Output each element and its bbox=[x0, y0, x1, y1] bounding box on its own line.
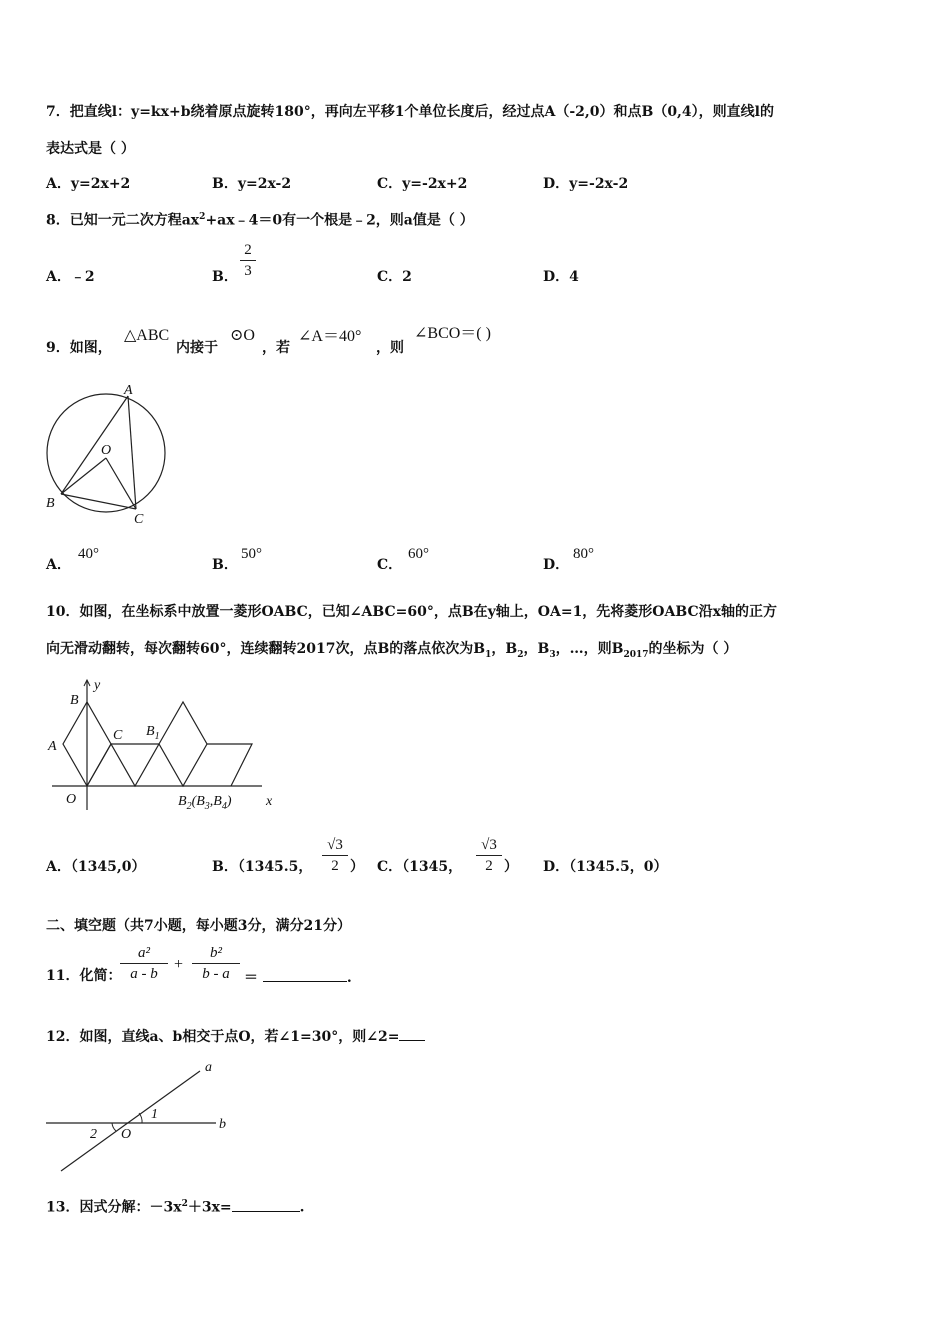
q10-option-d: D．（1345.5，0） bbox=[543, 859, 668, 875]
q12-label-b: b bbox=[219, 1117, 226, 1132]
q8-option-b-fraction: 2 3 bbox=[240, 241, 256, 280]
q9-option-a-label: A． bbox=[46, 557, 71, 573]
q11-plus: + bbox=[174, 956, 184, 973]
q10-label-b1: $B_1$ bbox=[146, 724, 160, 742]
q7-line2: 表达式是（ ） bbox=[46, 141, 135, 157]
q7-option-c: C．y=-2x+2 bbox=[377, 176, 468, 192]
q13-answer-blank[interactable] bbox=[232, 1197, 300, 1212]
q10-option-b-fraction: √3 2 bbox=[322, 836, 348, 875]
section-heading-fill-in: 二、填空题（共7小题，每小题3分，满分21分） bbox=[46, 918, 351, 934]
q8-stem: 8．已知一元二次方程$ax^2+ax﹣4=0$有一个根是﹣2，则a值是（ ） bbox=[46, 212, 474, 229]
q13-stem: 13．因式分解：$-3x^2+3x=$ . bbox=[46, 1195, 305, 1217]
q9-option-b-value: 50° bbox=[241, 546, 262, 562]
q9-prefix: 9．如图， bbox=[46, 340, 112, 356]
q10-label-o: O bbox=[66, 792, 77, 807]
q9-label-c: C bbox=[134, 512, 144, 527]
q7-option-a: A．y=2x+2 bbox=[46, 176, 131, 192]
q9-option-c-label: C． bbox=[377, 557, 403, 573]
q10-line1: 10．如图，在坐标系中放置一菱形OABC，已知∠ABC=60°，点B在y轴上，OA=1，先将菱形OABC沿x轴的正方 bbox=[46, 604, 777, 620]
q10-option-b-suffix: ） bbox=[350, 859, 364, 875]
q11-equals: ＝ . bbox=[244, 967, 352, 987]
q9-triangle: △ABC bbox=[124, 327, 170, 344]
q10-label-a: A bbox=[48, 739, 57, 754]
q9-option-a-value: 40° bbox=[78, 546, 99, 562]
q10-option-c-suffix: ） bbox=[504, 859, 518, 875]
q9-option-d-label: D． bbox=[543, 557, 570, 573]
q10-option-c-fraction: √3 2 bbox=[476, 836, 502, 875]
q9-option-d-value: 80° bbox=[573, 546, 594, 562]
q9-if: ，若 bbox=[262, 340, 290, 356]
q10-line2: 向无滑动翻转，每次翻转60°，连续翻转2017次，点B的落点依次为$B_1$，$B_2$，$B_3$，…，则$B_{2017}$的坐标为（ ） bbox=[46, 641, 738, 660]
q12-label-a: a bbox=[205, 1060, 212, 1075]
q9-question: ∠BCO＝( ) bbox=[414, 325, 491, 342]
q12-label-o: O bbox=[121, 1127, 132, 1142]
q11-fraction-2: b² b - a bbox=[192, 944, 240, 983]
q11-fraction-1: a² a - b bbox=[120, 944, 168, 983]
q8-option-a: A．﹣2 bbox=[46, 269, 95, 285]
q9-condition: ∠A＝40° bbox=[298, 328, 362, 345]
q12-stem: 12．如图，直线a、b相交于点O，若∠1=30°，则∠2= bbox=[46, 1026, 425, 1046]
q12-label-angle-1: 1 bbox=[151, 1107, 158, 1122]
q9-option-c-value: 60° bbox=[408, 546, 429, 562]
q9-label-b: B bbox=[46, 496, 55, 511]
q9-label-a: A bbox=[124, 383, 133, 398]
q10-label-b2-b3-b4: $B_2(B_3,B_4)$ bbox=[178, 794, 232, 812]
q8-option-c: C．2 bbox=[377, 269, 412, 285]
q11-prefix: 11．化简： bbox=[46, 968, 122, 984]
q12-label-angle-2: 2 bbox=[90, 1127, 97, 1142]
q8-option-d: D．4 bbox=[543, 269, 579, 285]
q10-label-x: x bbox=[266, 794, 273, 809]
q9-label-o: O bbox=[101, 443, 112, 458]
q10-option-b-prefix: B．（1345.5， bbox=[212, 859, 313, 875]
q7-line1: 7．把直线l：y=kx+b绕着原点旋转180°，再向左平移1个单位长度后，经过点A（-2,0）和点B（0,4），则直线l的 bbox=[46, 104, 774, 120]
q9-then: ，则 bbox=[376, 340, 404, 356]
q10-option-c-prefix: C．（1345， bbox=[377, 859, 463, 875]
q9-inscribed: 内接于 bbox=[176, 340, 218, 356]
q10-label-y: y bbox=[94, 678, 101, 693]
q10-label-c: C bbox=[113, 728, 123, 743]
q10-label-b: B bbox=[70, 693, 79, 708]
q7-option-d: D．y=-2x-2 bbox=[543, 176, 629, 192]
q10-option-a: A．（1345,0） bbox=[46, 859, 146, 875]
q9-option-b-label: B． bbox=[212, 557, 238, 573]
q8-option-b-label: B． bbox=[212, 269, 238, 285]
q7-option-b: B．y=2x-2 bbox=[212, 176, 292, 192]
q9-circle: ⊙O bbox=[230, 327, 255, 344]
